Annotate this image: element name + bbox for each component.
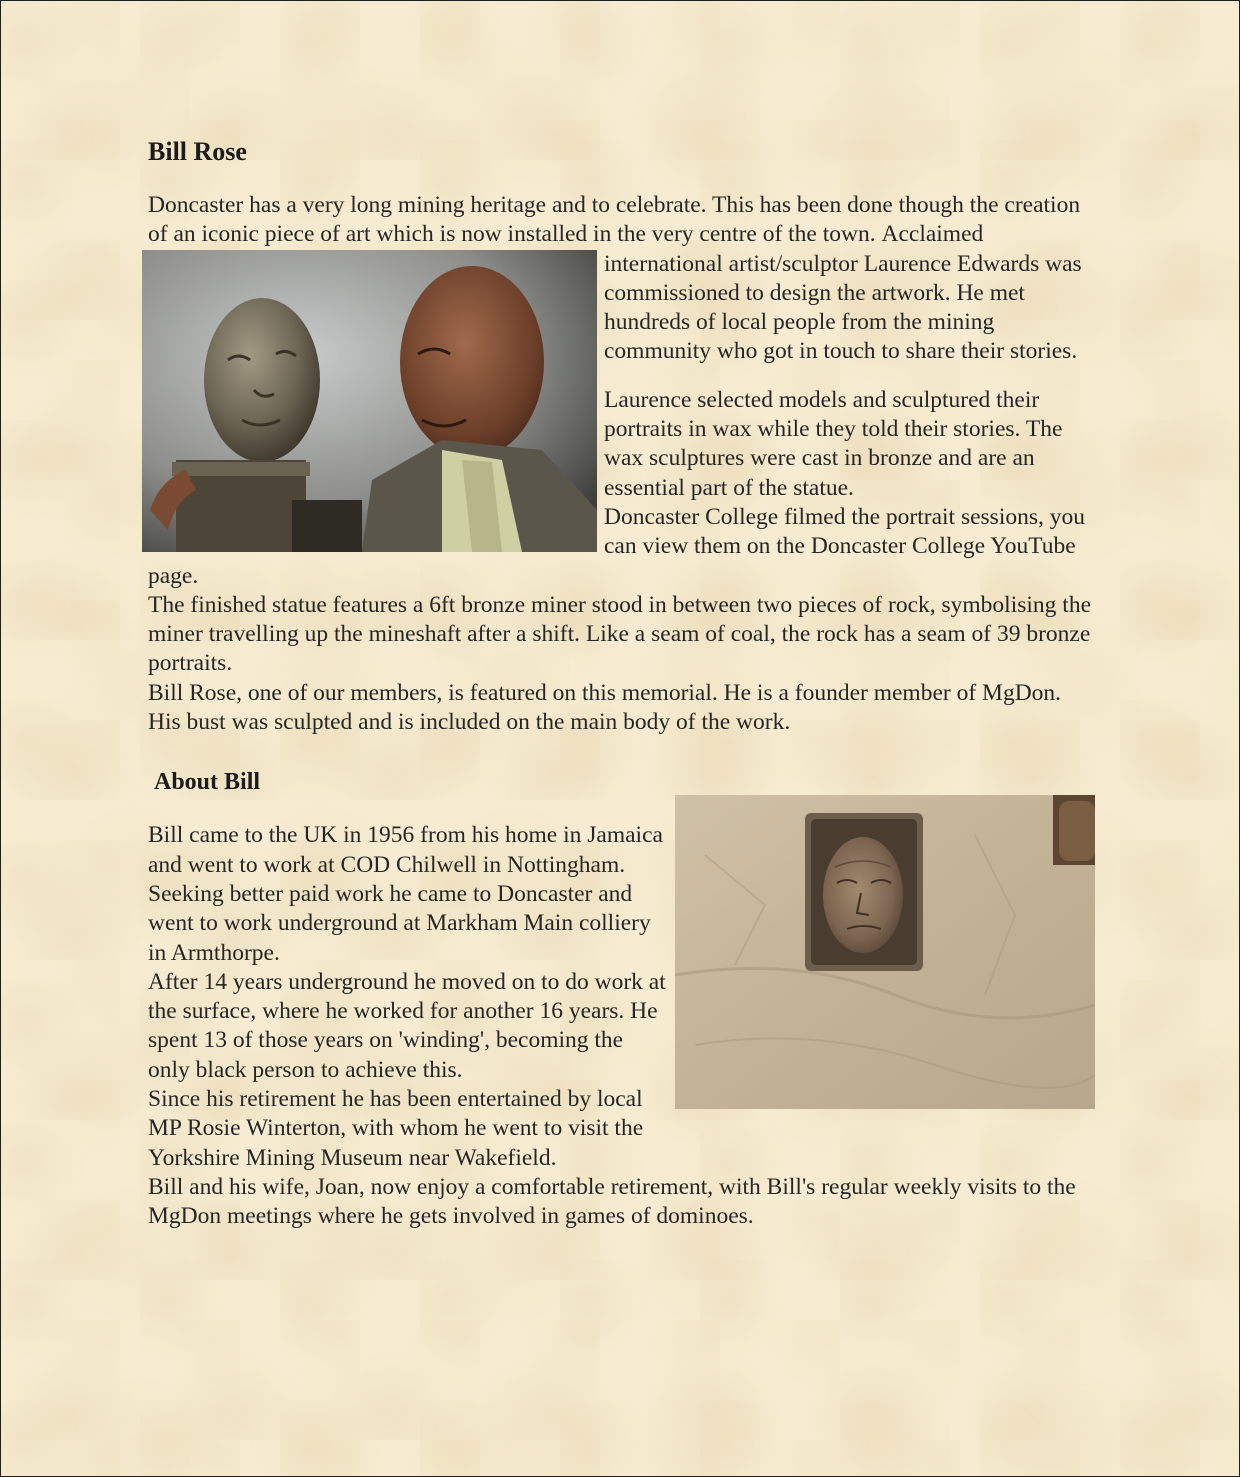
- about-paragraph-3: After 14 years underground he moved on to do work at the surface, where he worked for another 16 years. He spent 13 of those years on 'winding', becoming the only black person to achieve this.: [148, 968, 666, 1083]
- intro-paragraph-1-text: [148, 191, 1094, 367]
- about-paragraph-2: Seeking better paid work he came to Doncaster and went to work underground at Markham Main colliery in Armthorpe.: [148, 880, 651, 966]
- sculptor-bust-photo: [142, 250, 597, 552]
- intro-block: [148, 191, 1094, 367]
- intro-paragraph-3: Doncaster College filmed the portrait sessions, you can view them on the Doncaster College YouTube page.: [148, 503, 1085, 589]
- bronze-portrait-image: [675, 795, 1095, 1109]
- bronze-portrait-photo: [675, 795, 1095, 1109]
- about-paragraph-4: Since his retirement he has been entertained by local MP Rosie Winterton, with whom he went to visit the Yorkshire Mining Museum near Wakefield.: [148, 1086, 644, 1171]
- intro-text-tail: Acclaimed international artist/sculptor Laurence Edwards was commissioned to design the artwork. He met hundreds of local people from the mining community who got in touch to share their stories.: [604, 221, 1082, 365]
- article: [148, 134, 1094, 1232]
- spacer: [148, 737, 1094, 767]
- intro-paragraph-5: Bill Rose, one of our members, is featured on this memorial. He is a founder member of MgDon. His bust was sculpted and is included on the main body of the work.: [148, 679, 1062, 736]
- about-paragraph-5: Bill and his wife, Joan, now enjoy a comfortable retirement, with Bill's regular weekly visits to the MgDon meetings where he gets involved in games of dominoes.: [148, 1173, 1076, 1230]
- page-title: Bill Rose: [148, 137, 247, 166]
- about-paragraph-1: Bill came to the UK in 1956 from his home in Jamaica and went to work at COD Chilwell in Nottingham.: [148, 822, 663, 878]
- intro-paragraph-2: Laurence selected models and sculptured their portraits in wax while they told their stories. The wax sculptures were cast in bronze and are an essential part of the statue.: [604, 386, 1063, 501]
- intro-text-head: Doncaster has a very long mining heritage and to celebrate. This has been done though the creation of an iconic piece of art which is now installed in the very centre of the town.: [148, 192, 1081, 248]
- intro-paragraph-4: The finished statue features a 6ft bronze miner stood in between two pieces of rock, symbolising the miner travelling up the mineshaft after a shift. Like a seam of coal, the rock has a seam of 39 bronze portraits.: [148, 591, 1091, 677]
- about-heading: About Bill: [154, 769, 261, 796]
- bust-photo-image: [142, 250, 597, 552]
